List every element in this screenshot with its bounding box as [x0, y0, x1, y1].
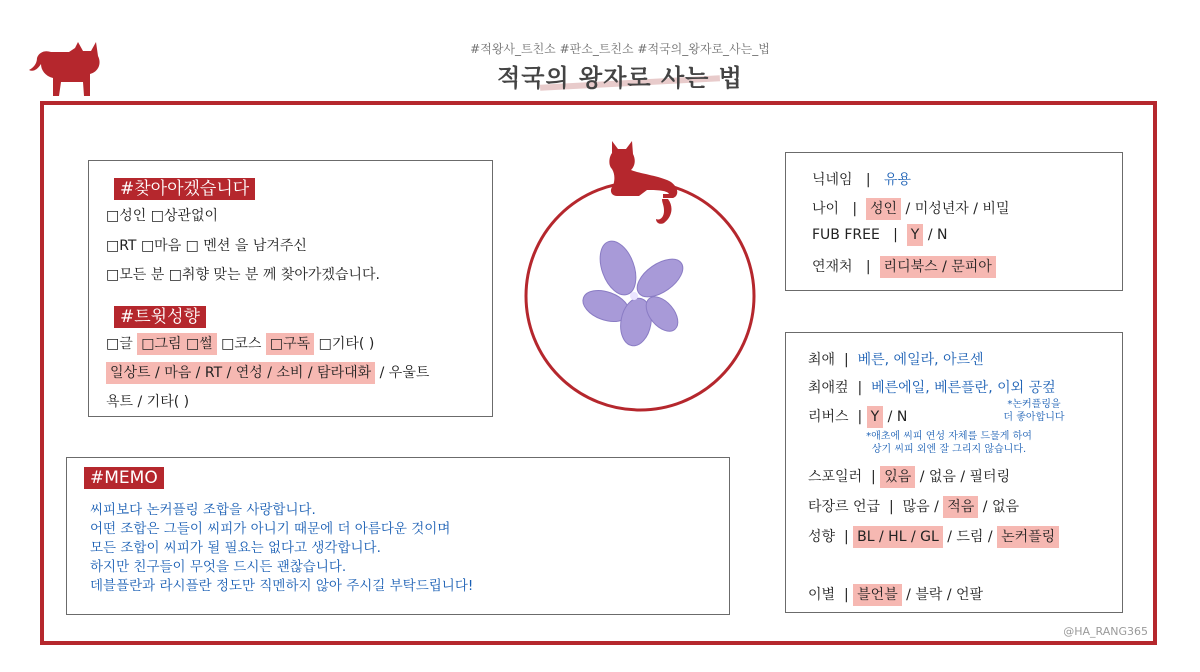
reverse-note-line-1: *논커플링을 [1007, 399, 1061, 410]
contact-label: 연재처 [812, 259, 853, 275]
tweet-row-2-highlight: 일상트 / 마음 / RT / 연성 / 소비 / 탐라대화 [106, 362, 375, 384]
cp-note-line-1: *애초에 씨피 연성 자체를 드물게 하여 [866, 431, 1032, 442]
page-title: 적국의 왕자로 사는 법 [497, 64, 743, 92]
flower-icon [580, 234, 690, 354]
fub-highlight: Y [907, 224, 924, 246]
spoiler-row: 스포일러 | 있음 / 없음 / 필터링 [808, 466, 1010, 486]
tweet-row-1 [106, 333, 374, 353]
memo-line: 어떤 조합은 그들이 씨피가 아니기 때문에 더 아름다운 것이며 [90, 521, 451, 537]
orientation-highlight-2: 논커플링 [997, 526, 1059, 548]
genre-pre: 많음 / [902, 499, 939, 515]
fav-label: 최애 [808, 352, 836, 368]
tweet-opt-writing: □글 [106, 336, 133, 352]
watermark: @HA_RANG365 [1063, 625, 1148, 638]
reverse-rest: / N [887, 409, 908, 425]
parting-rest: / 블락 / 언팔 [906, 587, 984, 603]
favcp-label: 최애컾 [808, 380, 849, 396]
contact-row: 연재처 | 리디북스 / 문피아 [812, 256, 996, 276]
reverse-note-line-2: 더 좋아합니다 [1003, 412, 1065, 423]
tweet-opt-drawing: □그림 □썰 [137, 333, 216, 355]
parting-label: 이별 [808, 587, 836, 603]
age-row: 나이 | 성인 / 미성년자 / 비밀 [812, 198, 1009, 218]
spoiler-highlight: 있음 [880, 466, 915, 488]
orientation-row: 성향 | BL / HL / GL / 드림 / 논커플링 [808, 526, 1059, 546]
tweet-row-2-rest: / 우울트 [375, 365, 430, 381]
favcp-row: 최애컾 | 베른에일, 베른플란, 이외 공컾 [808, 380, 1056, 396]
seek-heading: #찾아아겠습니다 [114, 178, 255, 200]
spoiler-rest: / 없음 / 필터링 [919, 469, 1011, 485]
tweet-row-2 [106, 362, 429, 382]
seek-line-2: □RT □마음 □ 멘션 을 남겨주신 [106, 238, 307, 254]
age-highlight: 성인 [866, 198, 901, 220]
genre-rest: / 없음 [982, 499, 1020, 515]
memo-line: 모든 조합이 씨피가 될 필요는 없다고 생각합니다. [90, 540, 381, 556]
tweet-row-3: 욕트 / 기타( ) [106, 394, 190, 410]
orientation-highlight: BL / HL / GL [853, 526, 943, 548]
reverse-note [996, 398, 1072, 424]
seek-line-3: □모든 분 □취향 맞는 분 께 찾아가겠습니다. [106, 267, 380, 283]
orientation-mid: / 드림 / [947, 529, 993, 545]
nick-value: 유용 [884, 172, 912, 188]
tweet-heading: #트윗성향 [114, 306, 206, 328]
memo-line: 씨피보다 논커플링 조합을 사랑합니다. [90, 502, 316, 518]
memo-line: 데블플란과 라시플란 정도만 직멘하지 않아 주시길 부탁드립니다! [90, 578, 474, 594]
cp-note [846, 430, 1052, 456]
age-rest: / 미성년자 / 비밀 [905, 201, 1010, 217]
nick-label: 닉네임 [812, 172, 853, 188]
age-label: 나이 [812, 201, 840, 217]
fav-value: 베른, 에일라, 아르센 [857, 352, 984, 368]
tweet-opt-other: □기타( ) [318, 336, 375, 352]
reverse-highlight: Y [867, 406, 884, 428]
fub-label: FUB FREE [812, 227, 880, 243]
orientation-label: 성향 [808, 529, 836, 545]
seek-line-1: □성인 □상관없이 [106, 208, 219, 224]
genre-label: 타장르 언급 [808, 499, 881, 515]
parting-row: 이별 | 블언블 / 블락 / 언팔 [808, 584, 983, 604]
contact-value: 리디북스 / 문피아 [880, 256, 996, 278]
memo-line: 하지만 친구들이 무엇을 드시든 괜찮습니다. [90, 559, 347, 575]
tweet-opt-subscribe: □구독 [266, 333, 314, 355]
fub-rest: / N [927, 227, 948, 243]
nick-row: 닉네임 | 유용 [812, 172, 912, 188]
tweet-opt-cos: □코스 [221, 336, 262, 352]
reverse-label: 리버스 [808, 409, 849, 425]
genre-row: 타장르 언급 | 많음 / 적음 / 없음 [808, 496, 1019, 516]
memo-heading: #MEMO [84, 467, 164, 489]
fub-row: FUB FREE | Y / N [812, 227, 947, 243]
reverse-row: 리버스 | Y / N [808, 406, 907, 426]
favcp-value: 베른에일, 베른플란, 이외 공컾 [871, 380, 1056, 396]
parting-highlight: 블언블 [853, 584, 902, 606]
genre-highlight: 적음 [943, 496, 978, 518]
cat-icon [602, 137, 684, 229]
cp-note-line-2: 상기 씨피 외엔 잘 그리지 않습니다. [871, 444, 1027, 455]
fav-row: 최애 | 베른, 에일라, 아르센 [808, 352, 984, 368]
spoiler-label: 스포일러 [808, 469, 863, 485]
hashtags: #적왕사_트친소 #판소_트친소 #적국의_왕자로_사는_법 [470, 42, 770, 56]
